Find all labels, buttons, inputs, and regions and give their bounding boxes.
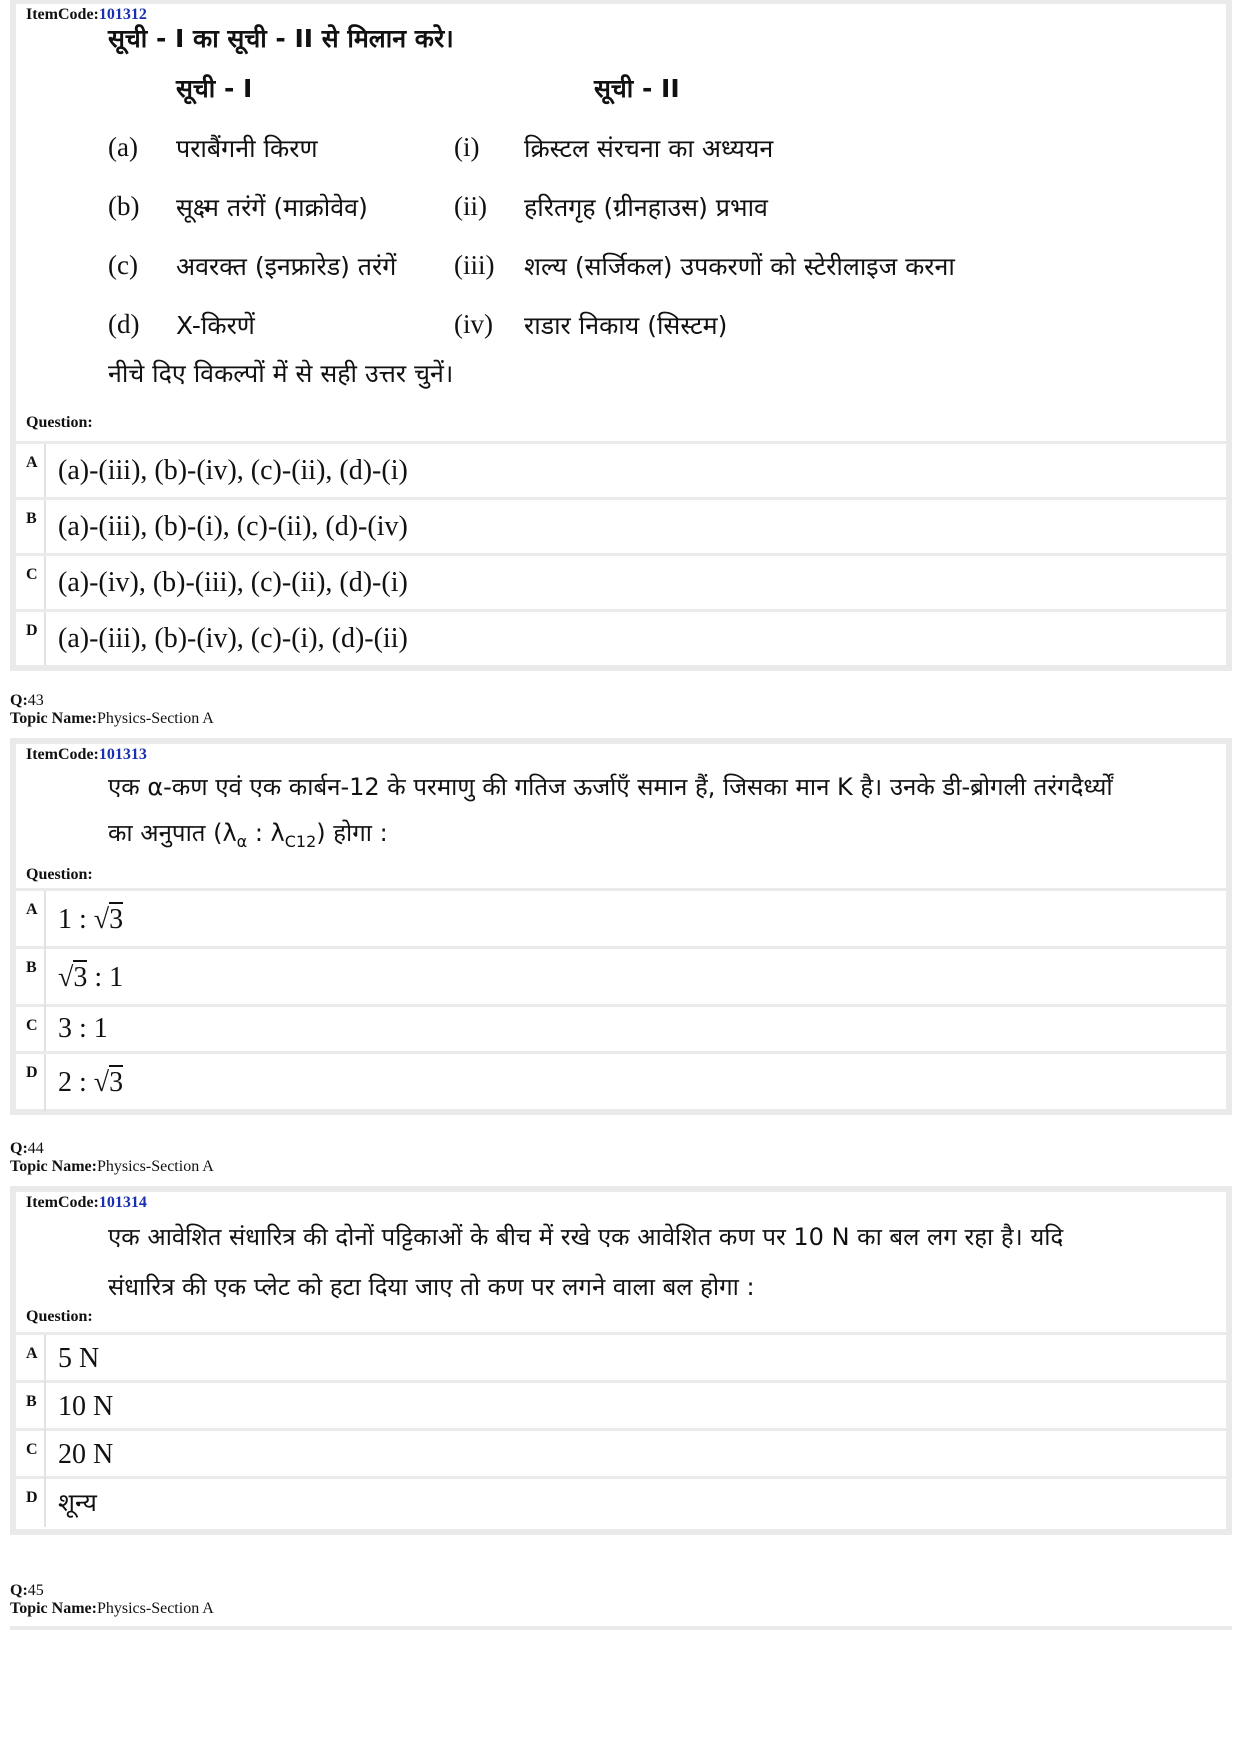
question-card-q45-top bbox=[10, 1626, 1232, 1630]
row-item: राडार निकाय (सिस्टम) bbox=[524, 310, 728, 340]
option-text: (a)-(iv), (b)-(iii), (c)-(ii), (d)-(i) bbox=[44, 556, 1226, 609]
question-label: Question: bbox=[26, 866, 93, 883]
option-letter: D bbox=[26, 1064, 38, 1081]
option-c[interactable] bbox=[16, 556, 1226, 609]
question-body bbox=[16, 4, 1226, 441]
match-table-header bbox=[108, 58, 1226, 118]
option-text: शून्य bbox=[44, 1479, 1226, 1527]
row-item: सूक्ष्म तरंगें (माक्रोवेव) bbox=[176, 192, 368, 222]
question-body bbox=[16, 1192, 1226, 1332]
option-d[interactable] bbox=[16, 1479, 1226, 1529]
option-text: 2 : √3 bbox=[44, 1054, 1226, 1112]
option-text: √3 : 1 bbox=[44, 949, 1226, 1007]
question-meta-q43: Q:43 Topic Name:Physics-Section A bbox=[10, 692, 214, 727]
option-letter: C bbox=[26, 1017, 38, 1034]
option-letter: D bbox=[26, 1489, 38, 1506]
option-letter: A bbox=[26, 454, 38, 471]
option-b[interactable] bbox=[16, 949, 1226, 1004]
question-instruction: नीचे दिए विकल्पों में से सही उत्तर चुनें। bbox=[108, 359, 454, 388]
match-row bbox=[108, 295, 1226, 354]
option-a[interactable] bbox=[16, 444, 1226, 497]
option-d[interactable] bbox=[16, 1054, 1226, 1109]
row-label: (a) bbox=[108, 132, 138, 162]
option-text: 10 N bbox=[44, 1383, 1226, 1431]
row-label: (b) bbox=[108, 191, 140, 221]
row-label: (c) bbox=[108, 250, 138, 280]
option-letter: D bbox=[26, 622, 38, 639]
row-label: (iv) bbox=[454, 309, 493, 339]
question-card-q43 bbox=[10, 738, 1232, 1115]
option-text: (a)-(iii), (b)-(iv), (c)-(i), (d)-(ii) bbox=[44, 612, 1226, 665]
question-card-q44 bbox=[10, 1186, 1232, 1535]
option-b[interactable] bbox=[16, 1383, 1226, 1428]
option-d[interactable] bbox=[16, 612, 1226, 665]
row-label: (d) bbox=[108, 309, 140, 339]
question-card-q42 bbox=[10, 0, 1232, 671]
question-intro: सूची - I का सूची - II से मिलान करे। bbox=[108, 24, 454, 53]
item-code: ItemCode:101312 bbox=[26, 6, 147, 23]
option-letter: C bbox=[26, 1441, 38, 1458]
list2-title: सूची - II bbox=[594, 74, 680, 103]
row-label: (ii) bbox=[454, 191, 487, 221]
row-label: (iii) bbox=[454, 250, 495, 280]
match-row bbox=[108, 236, 1226, 295]
option-letter: B bbox=[26, 959, 37, 976]
question-label: Question: bbox=[26, 1308, 93, 1325]
option-text: (a)-(iii), (b)-(i), (c)-(ii), (d)-(iv) bbox=[44, 500, 1226, 553]
option-letter: A bbox=[26, 1345, 38, 1362]
row-label: (i) bbox=[454, 132, 480, 162]
option-letter: C bbox=[26, 566, 38, 583]
option-text: 1 : √3 bbox=[44, 891, 1226, 949]
question-label: Question: bbox=[26, 414, 93, 431]
list1-title: सूची - I bbox=[176, 74, 253, 103]
row-item: हरितगृह (ग्रीनहाउस) प्रभाव bbox=[524, 192, 768, 222]
option-letter: B bbox=[26, 510, 37, 527]
option-c[interactable] bbox=[16, 1431, 1226, 1476]
question-body bbox=[16, 744, 1226, 888]
option-text: 3 : 1 bbox=[44, 1007, 1226, 1051]
option-letter: A bbox=[26, 901, 38, 918]
option-a[interactable] bbox=[16, 891, 1226, 946]
item-code: ItemCode:101314 bbox=[26, 1194, 147, 1211]
row-item: शल्य (सर्जिकल) उपकरणों को स्टेरीलाइज करना bbox=[524, 251, 955, 281]
question-meta-q45: Q:45 Topic Name:Physics-Section A bbox=[10, 1582, 214, 1617]
item-code: ItemCode:101313 bbox=[26, 746, 147, 763]
row-item: अवरक्त (इनफ्रारेड) तरंगें bbox=[176, 251, 397, 281]
row-item: पराबैंगनी किरण bbox=[176, 133, 318, 163]
option-text: (a)-(iii), (b)-(iv), (c)-(ii), (d)-(i) bbox=[44, 444, 1226, 497]
match-row bbox=[108, 118, 1226, 177]
question-text: एक आवेशित संधारित्र की दोनों पट्टिकाओं के बीच में रखे एक आवेशित कण पर 10 N का बल लग रहा है। यदि संधारित्र की एक प्लेट को हटा दिया जाए तो कण पर लगने वाला बल होगा : bbox=[108, 1223, 1064, 1301]
question-text: एक α-कण एवं एक कार्बन-12 के परमाणु की गतिज ऊर्जाएँ समान हैं, जिसका मान K है। उनके डी-ब्रोगली तरंगदैर्ध्यों का अनुपात ($\lambda_\alpha$ : $\lambda_{C12}$) होगा : bbox=[108, 773, 1113, 851]
option-letter: B bbox=[26, 1393, 37, 1410]
match-table bbox=[16, 58, 1226, 354]
question-meta-q44: Q:44 Topic Name:Physics-Section A bbox=[10, 1140, 214, 1175]
match-row bbox=[108, 177, 1226, 236]
row-item: क्रिस्टल संरचना का अध्ययन bbox=[524, 133, 774, 163]
row-item: X-किरणें bbox=[176, 310, 255, 340]
option-text: 5 N bbox=[44, 1335, 1226, 1383]
option-a[interactable] bbox=[16, 1335, 1226, 1380]
option-c[interactable] bbox=[16, 1007, 1226, 1051]
option-text: 20 N bbox=[44, 1431, 1226, 1479]
option-b[interactable] bbox=[16, 500, 1226, 553]
